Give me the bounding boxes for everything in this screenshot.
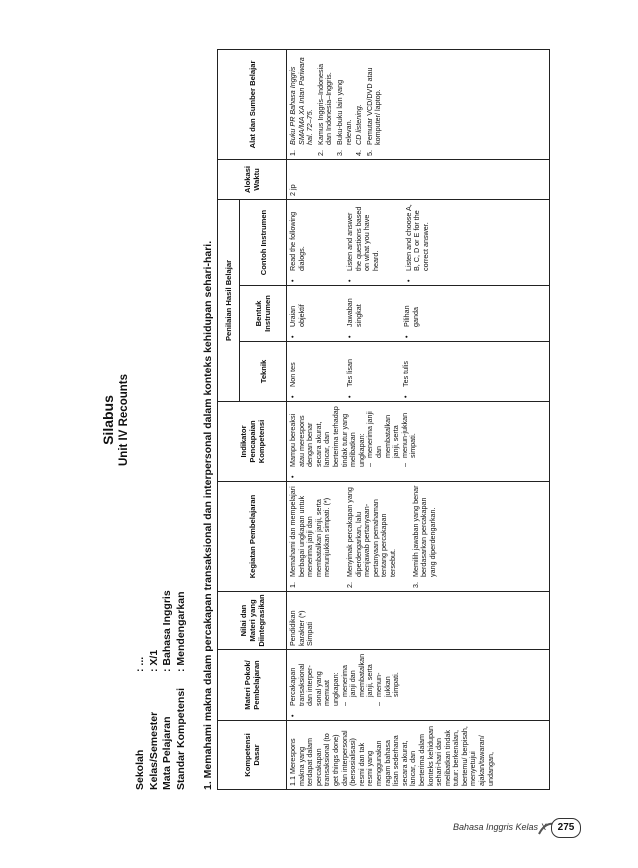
cell-bentuk: • Uraian objektif • Jawaban singkat • Pilihan ganda — [287, 286, 550, 342]
contoh-item: Read the following dialogs. — [288, 211, 306, 271]
teknik-item: Tes tulis — [401, 361, 411, 387]
indikator-main: Mampu bereaksi atau merespons dengan benar secara akurat, lancar, dan berterima terhadap tindak tutur yang melibatkan ungkapan: — [288, 406, 366, 467]
alat-item: Kamus Inggris–Indonesia dan Indonesia–Inggris. — [315, 63, 334, 145]
header-alokasi: Alokasi Waktu — [218, 159, 287, 199]
teknik-item: Tes lisan — [344, 359, 354, 387]
nilai-text: Pendidikan karakter (*) Simpati — [288, 610, 315, 646]
indikator-sub1: menerima janji dan membatalkan janji, serta — [365, 411, 401, 458]
info-row-kelas — [148, 50, 162, 790]
dash-marker: – — [339, 702, 349, 706]
bullet-marker: • — [288, 475, 297, 478]
cell-nilai — [287, 592, 550, 650]
materi-sub1: menerima janji dan membatalkan janji, serta — [339, 653, 375, 697]
materi-main: Percakapan transaksional dan interper-sonal yang memuat ungkapan: — [288, 663, 340, 706]
info-row-sekolah — [134, 50, 148, 790]
header-nilai: Nilai dan Materi yang Diintegrasikan — [218, 592, 287, 650]
info-value: : Bahasa Inggris — [161, 590, 173, 672]
alat-item: Buku-buku lain yang relevan. — [334, 79, 353, 145]
bullet-marker: • — [288, 714, 297, 717]
materi-sub2: menun-jukkan simpati. — [373, 672, 401, 697]
header-kd: Kompetensi Dasar — [218, 721, 287, 790]
cell-materi — [287, 650, 550, 721]
cell-alokasi — [287, 159, 550, 199]
kegiatan-item-1: Memahami dan mempelajari berbagai ungkapan untuk menerima janji dan membatalkan janji, serta menunjukkan simpati. (*) — [288, 486, 332, 577]
cell-indikator — [287, 402, 550, 482]
dash-marker: – — [373, 702, 383, 706]
alat-item: CD listening. — [354, 104, 364, 145]
identity-block — [134, 50, 188, 790]
header-alat: Alat dan Sumber Belajar — [218, 49, 287, 159]
unit-subtitle: Unit IV Recounts — [118, 374, 130, 467]
header-teknik: Teknik — [240, 342, 287, 402]
standar-kompetensi-item: 1. Memahami makna dalam percakapan transaksional dan interpersonal dalam konteks kehidupan sehari-hari. — [202, 240, 214, 790]
cell-kegiatan: 1. Memahami dan mempelajari berbagai ungkapan untuk menerima janji dan membatalkan janji, serta menunjukkan simpati. (*) 2. Menyimak percakapan yang diperdengarkan, lalu menjawab pertanyaan-pertanyaan pemahaman tentang percakapan tersebut. 3. Memilih jawaban yang benar berdasarkan percakapan yang diperdengarkan. — [287, 482, 550, 592]
cell-teknik: • Non tes • Tes lisan • Tes tulis — [287, 342, 550, 402]
rotated-page — [100, 50, 550, 790]
bentuk-item: Pilihan ganda — [402, 305, 420, 327]
cell-alat: 1. Buku PR Bahasa Inggris SMA/MA XA Intan Pariwara hal. 72–75. 2. Kamus Inggris–Indonesia dan Indonesia–Inggris. 3. Buku-buku lain yang relevan. 4. CD listening. 5. Pemutar VCD/DVD atau komputer/ laptop. — [287, 49, 550, 159]
bentuk-item: Jawaban singkat — [345, 298, 363, 327]
contoh-item: Listen and answer the questions based on what you have heard. — [345, 206, 380, 271]
page-title: Silabus — [100, 395, 116, 445]
cell-kd — [287, 721, 550, 790]
info-label: Kelas/Semester — [147, 711, 160, 790]
info-value: : Mendengarkan — [174, 591, 187, 672]
info-value: : X/1 — [147, 649, 160, 672]
cell-contoh: • Read the following dialogs. • Listen and answer the questions based on what you have heard. • Listen and choose A, B, C, D or E for the correct answer. — [287, 199, 550, 285]
indikator-sub2: menun-jukkan simpati. — [399, 412, 418, 458]
header-contoh: Contoh Instrumen — [240, 199, 287, 285]
info-label: Standar Kompetensi — [174, 687, 187, 790]
header-materi: Materi Pokok/ Pembelajaran — [218, 650, 287, 721]
header-indikator: Indikator Pencapaian Kompetensi — [218, 402, 287, 482]
alat-item: Pemutar VCD/DVD atau komputer/ laptop. — [364, 67, 383, 145]
page-number: 275 — [551, 818, 581, 838]
info-value: : ... — [134, 656, 146, 672]
teknik-item: Non tes — [288, 362, 297, 387]
alokasi-text: 2 jp — [288, 184, 297, 196]
header-bentuk: Bentuk Instrumen — [240, 286, 287, 342]
info-row-mapel — [161, 50, 175, 790]
kd-text: 1.1 Merespons makna yang terdapat dalam percakapan transaksional (to get things done) dan interpersonal (bersosialisasi) resmi dan tak resmi yang menggunakan ragam bahasa lisan sederhana secara akurat, lancar, dan berterima dalam konteks kehidupan sehari-hari dan melibatkan tindak tutur: berkenalan, bertemu/ berpisah, menyetujui ajakan/tawaran/ undangan, — [288, 726, 495, 786]
dash-marker: – — [399, 463, 409, 467]
footer-book-title: Bahasa Inggris Kelas X — [453, 822, 547, 832]
info-label: Mata Pelajaran — [161, 716, 173, 790]
info-label: Sekolah — [134, 749, 146, 790]
info-row-sk — [175, 50, 189, 790]
syllabus-table — [217, 49, 550, 790]
kegiatan-item-2: Menyimak percakapan yang diperdengarkan, lalu menjawab pertanyaan-pertanyaan pemahaman tentang percakapan tersebut. — [344, 487, 397, 577]
contoh-item: Listen and choose A, B, C, D or E for the correct answer. — [403, 204, 430, 271]
header-penilaian: Penilaian Hasil Belajar — [218, 199, 240, 401]
kegiatan-item-3: Memilih jawaban yang benar berdasarkan percakapan yang diperdengarkan. — [410, 485, 437, 577]
header-kegiatan: Kegiatan Pembelajaran — [218, 482, 287, 592]
table-row — [287, 49, 550, 789]
alat-item: Buku PR Bahasa Inggris SMA/MA XA Intan Pariwara hal. 72–75. — [288, 57, 315, 145]
dash-marker: – — [365, 463, 375, 467]
bentuk-item: Uraian objektif — [288, 304, 306, 327]
